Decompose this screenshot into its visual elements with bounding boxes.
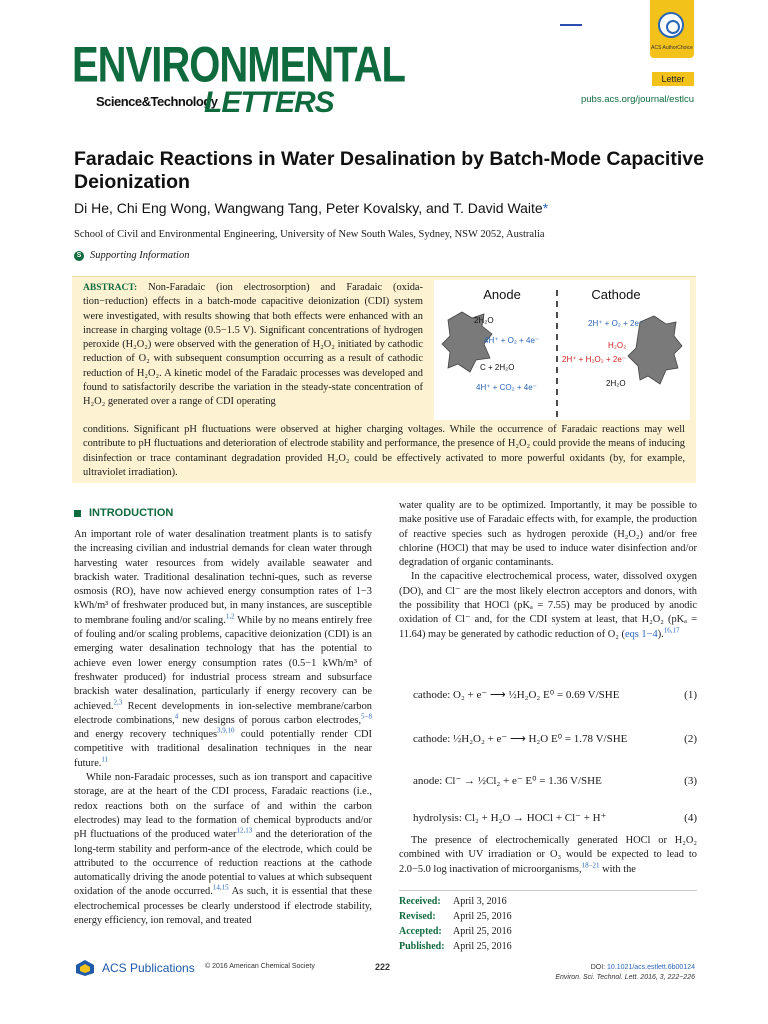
toc-a3: C + 2H₂O	[480, 363, 515, 372]
publication-dates	[399, 894, 512, 954]
toc-graphic	[434, 280, 690, 420]
toc-anode-label: Anode	[483, 287, 521, 302]
date-row: Received: April 3, 2016	[399, 896, 507, 907]
citation-ref[interactable]: 5−8	[361, 712, 372, 721]
citation-ref[interactable]: 4	[174, 712, 179, 721]
date-row: Published: April 25, 2016	[399, 941, 512, 952]
authors-text: Di He, Chi Eng Wong, Wangwang Tang, Peter Kovalsky, and T. David Waite	[74, 200, 543, 216]
heading-text: INTRODUCTION	[89, 507, 174, 519]
equation-4: hydrolysis: Cl₂ + H₂O → HOCl + Cl⁻ + H⁺ (4)	[413, 811, 697, 824]
right-column-top	[399, 499, 697, 642]
left-column	[74, 528, 372, 928]
intro-paragraph-1: An important role of water desalination treatment plants is to satisfy the increasing civilian and industrial demands for clean water through harvesting water resources from widely available seawater and brackish water. Traditional desalination techni-ques, such as reverse osmosis (RO), have now achieved energy consumption rates of 1−3 kWh/m³ of freshwater produced but, in many instances, are susceptible to membrane fouling and/or scaling.$^{1,2}$ While by no means entirely free of fouling and/or scaling problems, capacitive deionization (CDI) is an emerging water desalination technology that has the potential to achieve even lower energy consumption rates (0.5−1 kWh/m³ of freshwater produced) for industrial process stream and subsurface brackish water desalination, particularly if energy recovery can be achieved.$^{2,3}$ Recent developments in ion-selective membrane/carbon electrode combinations,$^4$ new designs of porous carbon electrodes,$^{5-8}$ and energy recovery techniques$^{3,9,10}$ could potentially render CDI competitive with traditional desalination techniques in the near future.$^{11}$	[74, 529, 373, 769]
affiliation: School of Civil and Environmental Engineering, University of New South Wales, Sydney, NSW 2052, Australia	[74, 229, 545, 240]
equation-number: (3)	[684, 774, 697, 787]
doi-block: DOI: 10.1021/acs.estlett.6b00124 Environ. Sci. Technol. Lett. 2016, 3, 222−226	[555, 964, 695, 981]
copyright: © 2016 American Chemical Society	[205, 963, 315, 970]
dates-divider	[399, 890, 697, 891]
equation-number: (4)	[684, 811, 697, 824]
citation-ref[interactable]: 18−21	[581, 861, 600, 870]
abstract-text	[83, 281, 423, 410]
toc-cathode-label: Cathode	[591, 287, 641, 302]
top-tab-marker	[560, 24, 582, 26]
abstract-part1: Non-Faradaic (ion electrosorption) and Faradaic (oxida-tion−reduction) effects in a batch-mode capacitive deionization (CDI) system were investigated, with results showing that both effects were enhanced with an increase in charging voltage (0.5−1.5 V). Significant concentrations of hydrogen peroxide (H₂O₂) were observed with the generation of H₂O₂ initiated by cathodic reduction of O₂ with subsequent consumption occurring as a result of cathodic reduction of H₂O₂. A kinetic model of the Faradaic processes was developed and found to satisfactorily describe the variation in the steady-state concentration of H₂O₂ generated over a range of CDI operating	[83, 282, 423, 408]
toc-c4: 2H₂O	[606, 379, 626, 388]
section-label: Letter	[661, 74, 685, 84]
toc-a2: 4H⁺ + O₂ + 4e⁻	[484, 336, 540, 345]
toc-a1: 2H₂O	[474, 316, 494, 325]
citation-ref[interactable]: 16,17	[663, 626, 680, 635]
abstract-label: ABSTRACT:	[83, 283, 138, 293]
equation-number: (1)	[684, 688, 697, 701]
toc-a4: 4H⁺ + CO₂ + 4e⁻	[476, 383, 537, 392]
equation-3: anode: Cl⁻ → ½Cl₂ + e⁻ E⁰ = 1.36 V/SHE (3)	[413, 774, 697, 787]
article-title: Faradaic Reactions in Water Desalination by Batch-Mode Capacitive Deionization	[74, 148, 704, 193]
equation-link[interactable]: eqs 1−4	[624, 628, 658, 640]
open-access-icon	[658, 12, 684, 38]
equation-1: cathode: O₂ + e⁻ ⟶ ½H₂O₂ E⁰ = 0.69 V/SHE (1)	[413, 688, 697, 701]
toc-c1: 2H⁺ + O₂ + 2e⁻	[588, 319, 644, 328]
heading-square-icon	[74, 510, 81, 517]
doi-link[interactable]: 10.1021/acs.estlett.6b00124	[607, 964, 695, 971]
supporting-info-label: Supporting Information	[90, 250, 190, 261]
citation-ref[interactable]: 12,13	[236, 826, 253, 835]
date-row: Accepted: April 25, 2016	[399, 926, 512, 937]
toc-c3: 2H⁺ + H₂O₂ + 2e⁻	[562, 355, 627, 364]
logo-environmental: ENVIRONMENTAL	[72, 37, 405, 93]
intro-paragraph-3: water quality are to be optimized. Importantly, it may be possible to make positive use of Faradaic effects with, for example, the production of reactive species such as hydrogen peroxide (H₂O₂) and/or free chlorine (HOCl) that may be used to induce water disinfection and/or degradation of organic contaminants.	[399, 500, 697, 569]
toc-c2: H₂O₂	[608, 341, 627, 350]
section-heading-introduction	[74, 507, 173, 519]
page-number: 222	[375, 962, 391, 972]
publisher-name: ACS Publications	[102, 961, 195, 975]
citation-ref[interactable]: 14,15	[212, 883, 229, 892]
citation-ref[interactable]: 2,3	[113, 698, 123, 707]
equation-number: (2)	[684, 732, 697, 745]
equation-2: cathode: ½H₂O₂ + e⁻ ⟶ H₂O E⁰ = 1.78 V/SHE (2)	[413, 732, 697, 745]
journal-url-link[interactable]: pubs.acs.org/journal/estlcu	[580, 94, 694, 105]
acs-hexagon-icon	[74, 959, 96, 977]
corresponding-author-mark[interactable]: *	[542, 200, 549, 216]
acs-authorchoice-badge[interactable]	[650, 0, 694, 58]
citation-ref[interactable]: 11	[101, 755, 109, 764]
date-row: Revised: April 25, 2016	[399, 911, 512, 922]
intro-paragraph-4: In the capacitive electrochemical process, water, dissolved oxygen (DO), and Cl⁻ are the most likely electron acceptors and donors, with the possibility that HOCl (pKₐ = 7.55) may be produced by anodic oxidation of Cl⁻ and, for the CDI system at least, that H₂O₂ (pKₐ = 11.64) may be generated by cathodic reduction of O₂ (eqs 1−4).$^{16,17}$	[399, 571, 697, 640]
journal-logo	[72, 37, 405, 130]
abstract-continuation: conditions. Significant pH fluctuations were observed at higher charging voltages. While the occurrence of Faradaic reactions may well contribute to pH fluctuations and deterioration of electrode stability and performance, the presence of H₂O₂ could provide the means of inducing disinfection or trace contaminant degradation provided H₂O₂ could be effectively activated to more powerful oxidants (by, for example, ultraviolet irradiation).	[83, 424, 685, 478]
citation-ref[interactable]: 1,2	[225, 612, 235, 621]
right-column-bottom	[399, 834, 697, 877]
citation-line: Environ. Sci. Technol. Lett. 2016, 3, 222−226	[555, 974, 695, 981]
supporting-info-icon: S	[74, 251, 84, 261]
citation-ref[interactable]: 3,9,10	[217, 726, 235, 735]
author-list	[74, 200, 548, 216]
logo-letters: LETTERS	[204, 86, 334, 119]
intro-paragraph-2: While non-Faradaic processes, such as ion transport and capacitive storage, are at the heart of the CDI process, Faradaic reactions (i.e., redox reactions both on the surface of and within the carbon electrodes) may lead to the formation of chemical byproducts and/or pH fluctuations of the produced water$^{12,13}$ and the deterioration of the long-term stability and perform-ance of the electrode, which could be attributed to the occurrence of reduction reactions at the cathode automatically driving the anode potential to values at which subsequent oxidation of the anode occurred.$^{14,15}$ As such, it is essential that these electrochemical processes be clearly understood if electrode stability, energy efficiency, ion removal, and treated	[74, 772, 373, 927]
intro-paragraph-5: The presence of electrochemically generated HOCl or H₂O₂ combined with UV irradiation or O₃ would be expected to lead to 2.0−5.0 log inactivation of microorganisms,$^{18-21}$ with the	[399, 835, 697, 875]
supporting-information-link[interactable]	[74, 250, 189, 261]
logo-science-technology: Science&Technology	[96, 94, 218, 109]
acs-publications-logo[interactable]	[74, 959, 195, 977]
badge-label: ACS AuthorChoice	[651, 45, 693, 51]
